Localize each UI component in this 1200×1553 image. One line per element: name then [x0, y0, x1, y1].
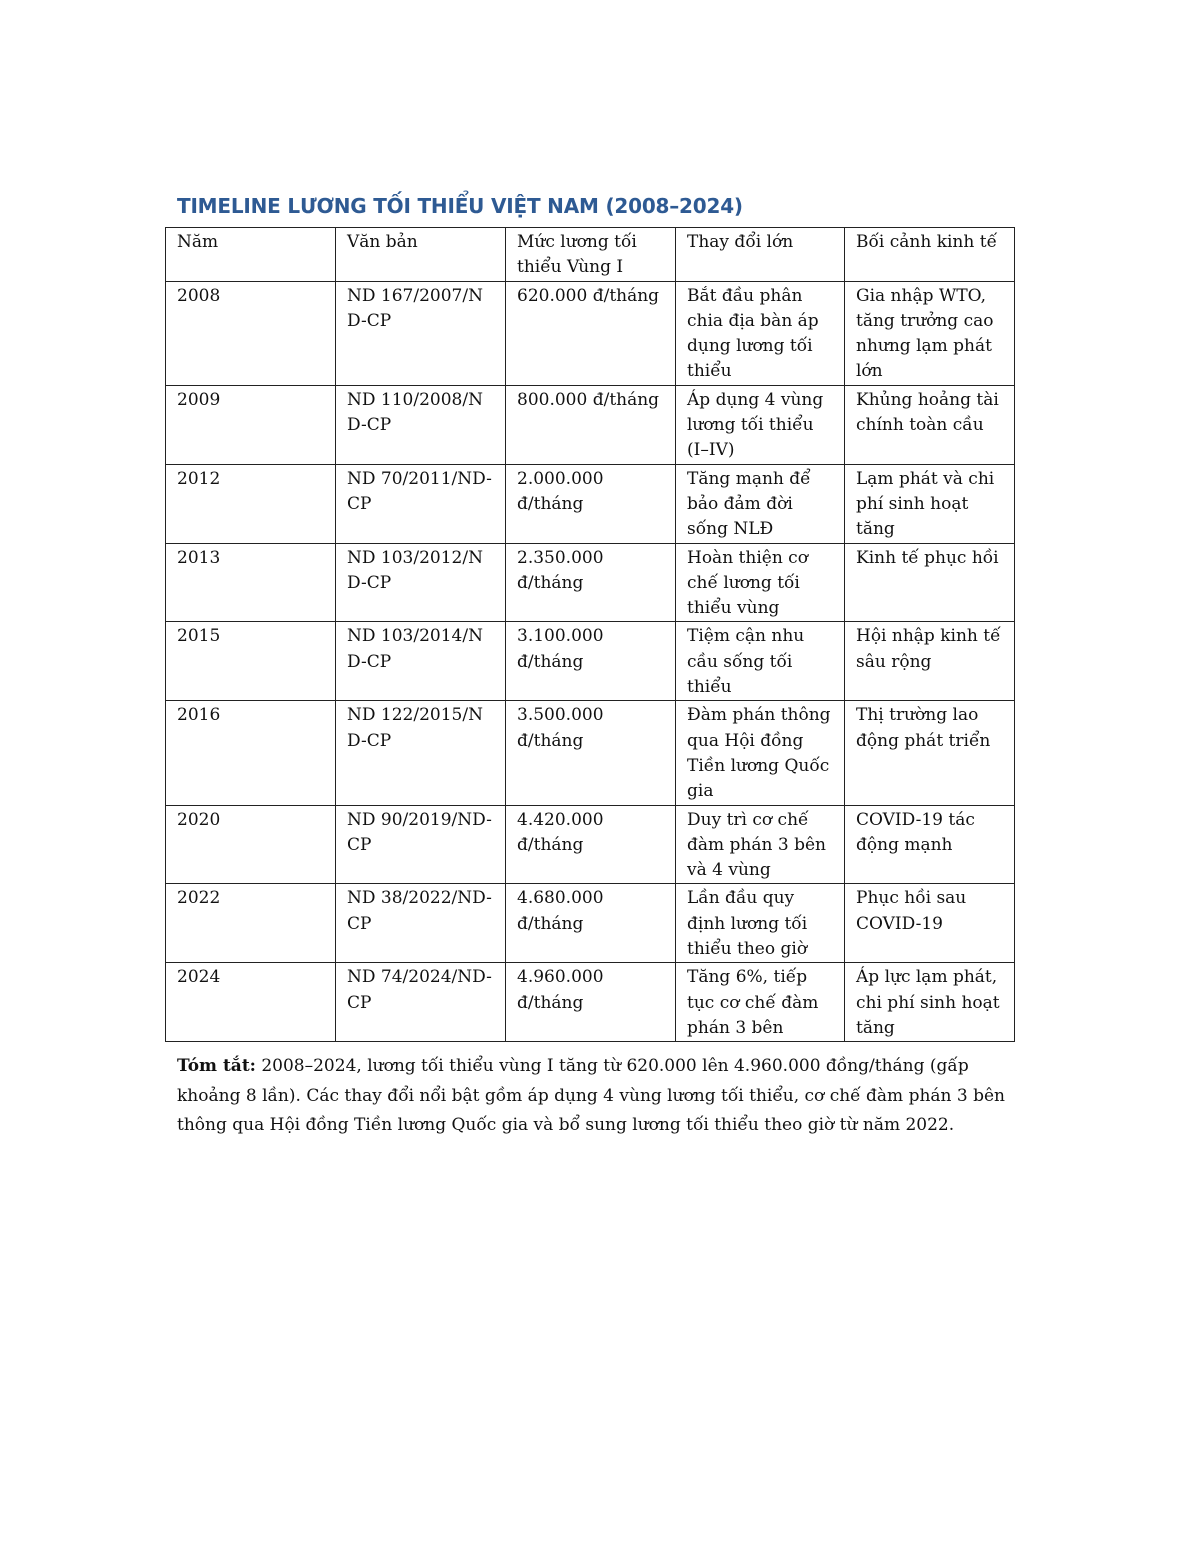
- minimum-wage-timeline-table: [165, 227, 1015, 1042]
- cell-document: ND 90/2019/ND-CP: [336, 805, 506, 884]
- cell-document: ND 38/2022/ND-CP: [336, 884, 506, 963]
- cell-document: ND 103/2014/ND-CP: [336, 622, 506, 701]
- table-row: [166, 963, 1015, 1042]
- cell-document: ND 122/2015/ND-CP: [336, 701, 506, 805]
- cell-document: ND 70/2011/ND-CP: [336, 464, 506, 543]
- cell-year: 2009: [166, 385, 336, 464]
- cell-document: ND 74/2024/ND-CP: [336, 963, 506, 1042]
- cell-document: ND 110/2008/ND-CP: [336, 385, 506, 464]
- document-title: TIMELINE LƯƠNG TỐI THIỂU VIỆT NAM (2008–2024): [177, 194, 743, 218]
- cell-major-change: Tiệm cận nhu cầu sống tối thiểu: [676, 622, 845, 701]
- cell-major-change: Hoàn thiện cơ chế lương tối thiểu vùng: [676, 543, 845, 622]
- cell-economic-context: Thị trường lao động phát triển: [845, 701, 1015, 805]
- cell-major-change: Tăng mạnh để bảo đảm đời sống NLĐ: [676, 464, 845, 543]
- cell-minimum-wage: 3.100.000 đ/tháng: [506, 622, 676, 701]
- summary-paragraph: [177, 1052, 1037, 1141]
- header-year: Năm: [166, 228, 336, 282]
- cell-economic-context: Phục hồi sau COVID-19: [845, 884, 1015, 963]
- cell-document: ND 167/2007/ND-CP: [336, 281, 506, 385]
- cell-minimum-wage: 4.420.000 đ/tháng: [506, 805, 676, 884]
- table-row: [166, 622, 1015, 701]
- table-row: [166, 281, 1015, 385]
- header-economic-context: Bối cảnh kinh tế: [845, 228, 1015, 282]
- table-row: [166, 884, 1015, 963]
- table-row: [166, 805, 1015, 884]
- cell-document: ND 103/2012/ND-CP: [336, 543, 506, 622]
- cell-economic-context: Lạm phát và chi phí sinh hoạt tăng: [845, 464, 1015, 543]
- cell-year: 2012: [166, 464, 336, 543]
- table-row: [166, 385, 1015, 464]
- header-major-change: Thay đổi lớn: [676, 228, 845, 282]
- cell-economic-context: Khủng hoảng tài chính toàn cầu: [845, 385, 1015, 464]
- cell-major-change: Duy trì cơ chế đàm phán 3 bên và 4 vùng: [676, 805, 845, 884]
- cell-year: 2024: [166, 963, 336, 1042]
- cell-minimum-wage: 4.680.000 đ/tháng: [506, 884, 676, 963]
- cell-year: 2013: [166, 543, 336, 622]
- cell-minimum-wage: 800.000 đ/tháng: [506, 385, 676, 464]
- cell-year: 2020: [166, 805, 336, 884]
- table-row: [166, 701, 1015, 805]
- cell-year: 2022: [166, 884, 336, 963]
- table-header-row: [166, 228, 1015, 282]
- cell-minimum-wage: 4.960.000 đ/tháng: [506, 963, 676, 1042]
- cell-economic-context: Kinh tế phục hồi: [845, 543, 1015, 622]
- cell-minimum-wage: 620.000 đ/tháng: [506, 281, 676, 385]
- cell-major-change: Tăng 6%, tiếp tục cơ chế đàm phán 3 bên: [676, 963, 845, 1042]
- cell-economic-context: Áp lực lạm phát, chi phí sinh hoạt tăng: [845, 963, 1015, 1042]
- cell-minimum-wage: 2.350.000 đ/tháng: [506, 543, 676, 622]
- cell-year: 2016: [166, 701, 336, 805]
- cell-major-change: Áp dụng 4 vùng lương tối thiểu (I–IV): [676, 385, 845, 464]
- cell-year: 2008: [166, 281, 336, 385]
- cell-major-change: Lần đầu quy định lương tối thiểu theo giờ: [676, 884, 845, 963]
- cell-major-change: Bắt đầu phân chia địa bàn áp dụng lương tối thiểu: [676, 281, 845, 385]
- cell-year: 2015: [166, 622, 336, 701]
- header-minimum-wage: Mức lương tối thiểu Vùng I: [506, 228, 676, 282]
- cell-major-change: Đàm phán thông qua Hội đồng Tiền lương Quốc gia: [676, 701, 845, 805]
- cell-minimum-wage: 3.500.000 đ/tháng: [506, 701, 676, 805]
- cell-economic-context: COVID-19 tác động mạnh: [845, 805, 1015, 884]
- header-document: Văn bản: [336, 228, 506, 282]
- table-row: [166, 543, 1015, 622]
- summary-label: Tóm tắt:: [177, 1056, 256, 1076]
- cell-economic-context: Gia nhập WTO, tăng trưởng cao nhưng lạm phát lớn: [845, 281, 1015, 385]
- cell-economic-context: Hội nhập kinh tế sâu rộng: [845, 622, 1015, 701]
- cell-minimum-wage: 2.000.000 đ/tháng: [506, 464, 676, 543]
- summary-text: 2008–2024, lương tối thiểu vùng I tăng từ 620.000 lên 4.960.000 đồng/tháng (gấp khoảng 8 lần). Các thay đổi nổi bật gồm áp dụng 4 vùng lương tối thiểu, cơ chế đàm phán 3 bên thông qua Hội đồng Tiền lương Quốc gia và bổ sung lương tối thiểu theo giờ từ năm 2022.: [177, 1056, 1006, 1135]
- table-row: [166, 464, 1015, 543]
